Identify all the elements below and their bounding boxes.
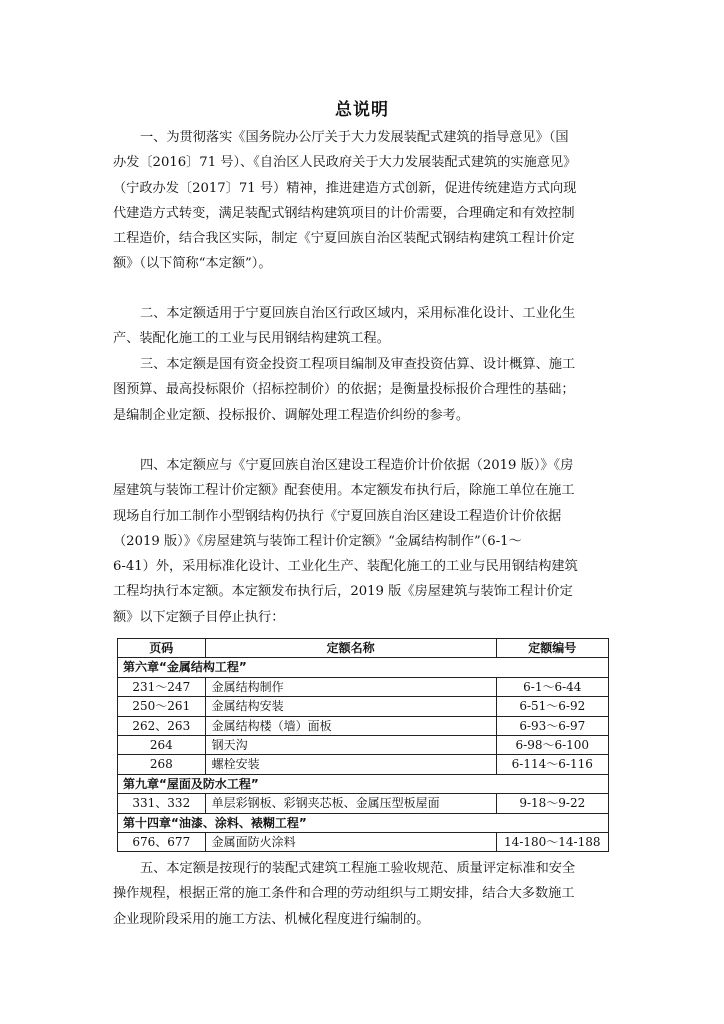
quota-table bbox=[117, 638, 609, 852]
cell-code: 6-1～6-44 bbox=[496, 677, 608, 696]
cell-name: 单层彩钢板、彩钢夹芯板、金属压型板屋面 bbox=[205, 794, 496, 813]
chapter-row bbox=[118, 813, 609, 832]
paragraph-line: （宁政办发〔2017〕71 号）精神，推进建造方式创新，促进传统建造方式向现 bbox=[113, 180, 577, 196]
chapter-row bbox=[118, 774, 609, 793]
paragraph-line: 6-41）外，采用标准化设计、工业化生产、装配化施工的工业与民用钢结构建筑 bbox=[113, 559, 578, 575]
header-code: 定额编号 bbox=[496, 639, 608, 658]
cell-page: 676、677 bbox=[118, 833, 206, 852]
table-row bbox=[118, 755, 609, 774]
paragraph-line: 额》（以下简称“本定额”）。 bbox=[113, 256, 272, 272]
chapter-row bbox=[118, 658, 609, 677]
cell-code: 14-180～14-188 bbox=[496, 833, 608, 852]
cell-page: 262、263 bbox=[118, 716, 206, 735]
paragraph-3 bbox=[113, 352, 633, 428]
paragraph-line: 产、装配化施工的工业与民用钢结构建筑工程。 bbox=[113, 331, 390, 347]
table-header-row bbox=[118, 639, 609, 658]
cell-page: 264 bbox=[118, 736, 206, 755]
cell-page: 331、332 bbox=[118, 794, 206, 813]
table-row bbox=[118, 716, 609, 735]
table-row bbox=[118, 677, 609, 696]
paragraph-line: 工程均执行本定额。本定额发布执行后，2019 版《房屋建筑与装饰工程计价定 bbox=[113, 584, 573, 600]
chapter-title: 第十四章“油漆、涂料、裱糊工程” bbox=[118, 813, 609, 832]
paragraph-line: 四、本定额应与《宁夏回族自治区建设工程造价计价依据（2019 版）》《房 bbox=[140, 458, 574, 473]
cell-name: 金属结构安装 bbox=[205, 697, 496, 716]
paragraph-2 bbox=[113, 301, 633, 352]
paragraph-line: 图预算、最高投标限价（招标控制价）的依据；是衡量投标报价合理性的基础； bbox=[113, 382, 575, 398]
table-row bbox=[118, 833, 609, 852]
paragraph-line: 三、本定额是国有资金投资工程项目编制及审查投资估算、设计概算、施工 bbox=[140, 357, 576, 372]
table-row bbox=[118, 697, 609, 716]
paragraph-line: 代建造方式转变，满足装配式钢结构建筑项目的计价需要，合理确定和有效控制 bbox=[113, 205, 575, 221]
cell-name: 金属结构制作 bbox=[205, 677, 496, 696]
paragraph-line: 是编制企业定额、投标报价、调解处理工程造价纠纷的参考。 bbox=[113, 407, 470, 423]
cell-name: 金属面防火涂料 bbox=[205, 833, 496, 852]
paragraph-line: 现场自行加工制作小型钢结构仍执行《宁夏回族自治区建设工程造价计价依据 bbox=[113, 508, 562, 524]
cell-name: 金属结构楼（墙）面板 bbox=[205, 716, 496, 735]
cell-code: 6-98～6-100 bbox=[496, 736, 608, 755]
table-row bbox=[118, 794, 609, 813]
paragraph-line: 工程造价，结合我区实际，制定《宁夏回族自治区装配式钢结构建筑工程计价定 bbox=[113, 231, 575, 247]
cell-page: 231～247 bbox=[118, 677, 206, 696]
paragraph-line: 一、为贯彻落实《国务院办公厅关于大力发展装配式建筑的指导意见》（国 bbox=[140, 130, 569, 145]
paragraph-line: 二、本定额适用于宁夏回族自治区行政区域内，采用标准化设计、工业化生 bbox=[140, 306, 576, 321]
paragraph-line: 操作规程，根据正常的施工条件和合理的劳动组织与工期安排，结合大多数施工 bbox=[113, 886, 575, 902]
paragraph-5 bbox=[113, 856, 633, 932]
cell-page: 268 bbox=[118, 755, 206, 774]
table-row bbox=[118, 736, 609, 755]
cell-name: 螺栓安装 bbox=[205, 755, 496, 774]
table-body bbox=[118, 658, 609, 852]
paragraph-line: 办发〔2016〕71 号）、《自治区人民政府关于大力发展装配式建筑的实施意见》 bbox=[113, 155, 577, 171]
cell-code: 6-51～6-92 bbox=[496, 697, 608, 716]
chapter-title: 第九章“屋面及防水工程” bbox=[118, 774, 609, 793]
header-name: 定额名称 bbox=[205, 639, 496, 658]
paragraph-line: 屋建筑与装饰工程计价定额》配套使用。本定额发布执行后，除施工单位在施工 bbox=[113, 483, 575, 499]
cell-code: 9-18～9-22 bbox=[496, 794, 608, 813]
chapter-title: 第六章“金属结构工程” bbox=[118, 658, 609, 677]
paragraph-4 bbox=[113, 453, 633, 630]
cell-code: 6-93～6-97 bbox=[496, 716, 608, 735]
cell-code: 6-114～6-116 bbox=[496, 755, 608, 774]
cell-page: 250～261 bbox=[118, 697, 206, 716]
paragraph-line: 五、本定额是按现行的装配式建筑工程施工验收规范、质量评定标准和安全 bbox=[140, 861, 576, 876]
cell-name: 钢天沟 bbox=[205, 736, 496, 755]
paragraph-line: 企业现阶段采用的施工方法、机械化程度进行编制的。 bbox=[113, 911, 430, 927]
page-title: 总说明 bbox=[335, 100, 389, 120]
paragraph-line: （2019 版）》《房屋建筑与装饰工程计价定额》“金属结构制作”（6-1～ bbox=[113, 533, 522, 549]
paragraph-1 bbox=[113, 125, 633, 277]
header-page: 页码 bbox=[118, 639, 206, 658]
paragraph-line: 额》以下定额子目停止执行： bbox=[113, 609, 285, 625]
